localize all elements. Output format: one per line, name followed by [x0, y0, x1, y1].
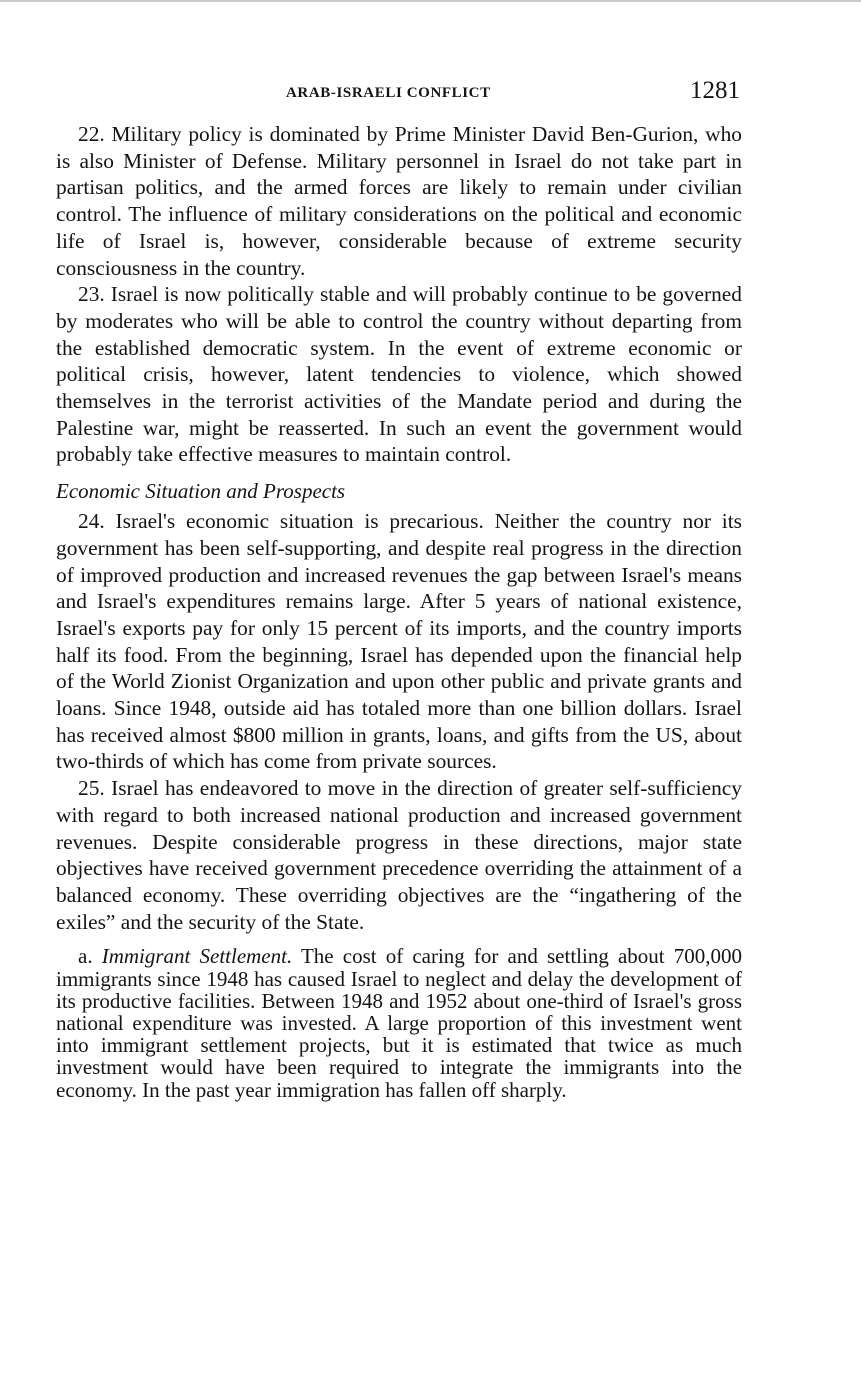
paragraph-a-label: a. [78, 944, 102, 969]
paragraph-22: 22. Military policy is dominated by Prime Minister David Ben-Gurion, who is also Minister of Defense. Military personnel in Israel do not take part in partisan politics, and the armed forces are likely to remain under civilian control. The influence of military considerations on the political and economic life of Israel is, however, considerable because of extreme security consciousness in the country. [56, 122, 742, 280]
body-text [56, 121, 742, 1101]
paragraph-24: 24. Israel's economic situation is precarious. Neither the country nor its government has been self-supporting, and despite real progress in the direction of improved production and increased revenues the gap between Israel's means and Israel's expenditures remains large. After 5 years of national existence, Israel's exports pay for only 15 percent of its imports, and the country imports half its food. From the beginning, Israel has depended upon the financial help of the World Zionist Organization and upon other public and private grants and loans. Since 1948, outside aid has totaled more than one billion dollars. Israel has received almost $800 million in grants, loans, and gifts from the US, about two-thirds of which has come from private sources. [56, 509, 742, 774]
running-head [0, 77, 861, 109]
running-title: ARAB-ISRAELI CONFLICT [286, 85, 491, 101]
top-border-rule [0, 0, 861, 2]
paragraph-23: 23. Israel is now politically stable and will probably continue to be governed by moderates who will be able to control the country without departing from the established democratic system. In the event of extreme economic or political crisis, however, latent tendencies to violence, which showed themselves in the terrorist activities of the Mandate period and during the Palestine war, might be reasserted. In such an event the government would probably take effective measures to maintain control. [56, 282, 742, 467]
paragraph-a-body: The cost of caring for and settling about 700,000 immigrants since 1948 has caused Israel to neglect and delay the development of its productive facilities. Between 1948 and 1952 about one-third of Israel's gross national expenditure was invested. A large proportion of this investment went into immigrant settlement projects, but it is estimated that twice as much investment would have been required to integrate the immigrants into the economy. In the past year immigration has fallen off sharply. [56, 944, 742, 1102]
page-number: 1281 [690, 77, 740, 104]
paragraph-a-immigrant-settlement [56, 945, 742, 1100]
section-heading: Economic Situation and Prospects [56, 479, 346, 504]
paragraph-25: 25. Israel has endeavored to move in the direction of greater self-sufficiency with regard to both increased national production and increased government revenues. Despite considerable progress in these directions, major state objectives have received government precedence overriding the attainment of a balanced economy. These overriding objectives are the “ingathering of the exiles” and the security of the State. [56, 776, 742, 934]
paragraph-a-subhead: Immigrant Settlement. [101, 944, 293, 969]
